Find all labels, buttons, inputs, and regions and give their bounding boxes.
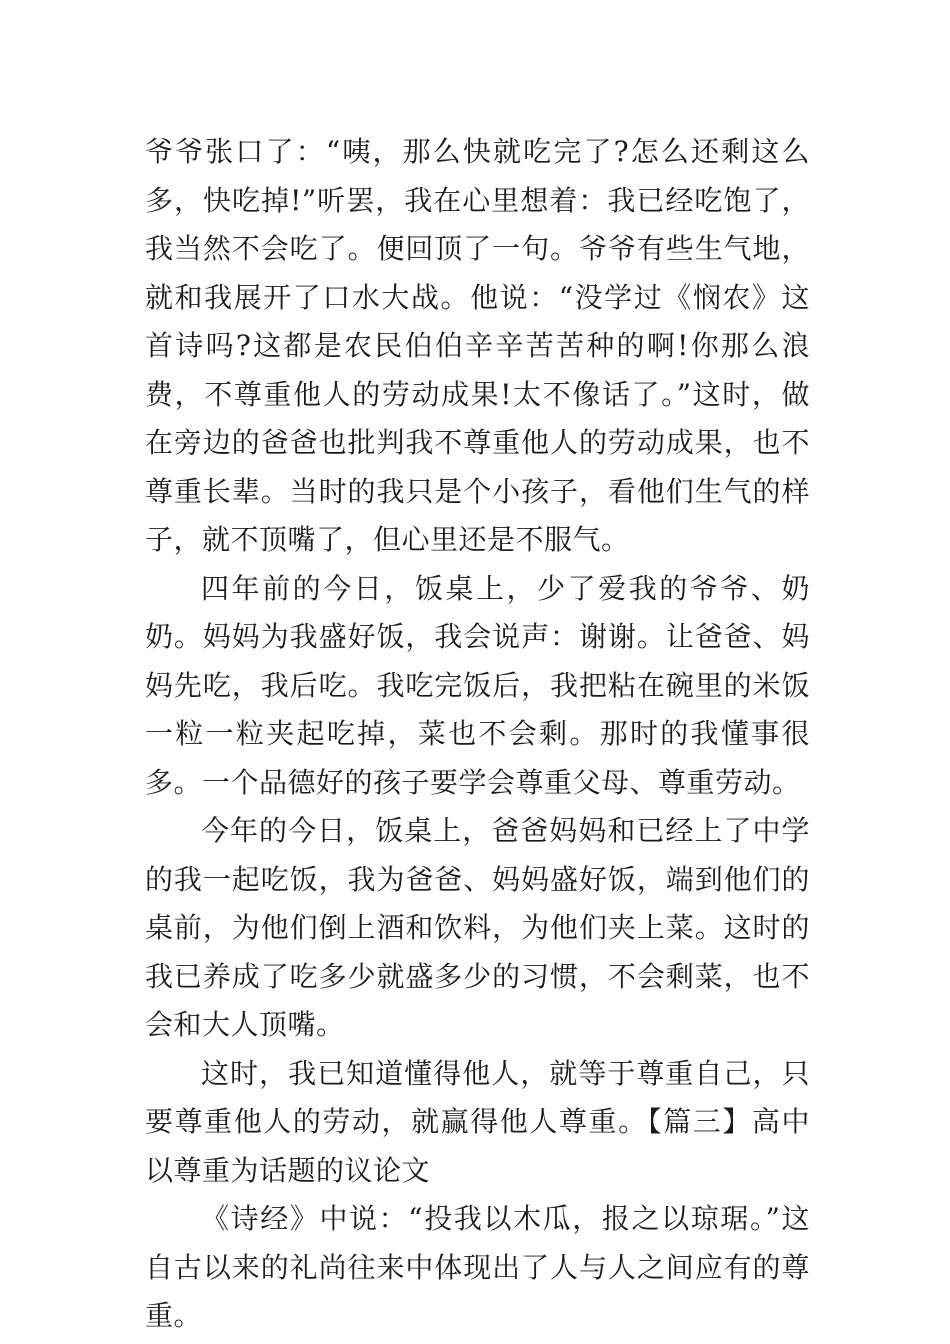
paragraph-5: 《诗经》中说：“投我以木瓜，报之以琼琚。”这自古以来的礼尚往来中体现出了人与人之间应有的尊重。	[145, 1202, 810, 1332]
paragraph-4: 这时，我已知道懂得他人，就等于尊重自己，只要尊重他人的劳动，就赢得他人尊重。【篇三】高中以尊重为话题的议论文	[145, 1056, 810, 1187]
document-body	[145, 128, 810, 1341]
paragraph-3: 今年的今日，饭桌上，爸爸妈妈和已经上了中学的我一起吃饭，我为爸爸、妈妈盛好饭，端到他们的桌前，为他们倒上酒和饮料，为他们夹上菜。这时的我已养成了吃多少就盛多少的习惯，不会剩菜，也不会和大人顶嘴。	[145, 814, 810, 1041]
paragraph-2: 四年前的今日，饭桌上，少了爱我的爷爷、奶奶。妈妈为我盛好饭，我会说声：谢谢。让爸爸、妈妈先吃，我后吃。我吃完饭后，我把粘在碗里的米饭一粒一粒夹起吃掉，菜也不会剩。那时的我懂事很多。一个品德好的孩子要学会尊重父母、尊重劳动。	[145, 571, 810, 799]
paragraph-1: 爷爷张口了：“咦，那么快就吃完了?怎么还剩这么多，快吃掉!”听罢，我在心里想着：我已经吃饱了，我当然不会吃了。便回顶了一句。爷爷有些生气地，就和我展开了口水大战。他说：“没学过《悯农》这首诗吗?这都是农民伯伯辛辛苦苦种的啊!你那么浪费，不尊重他人的劳动成果!太不像话了。”这时，做在旁边的爸爸也批判我不尊重他人的劳动成果，也不尊重长辈。当时的我只是个小孩子，看他们生气的样子，就不顶嘴了，但心里还是不服气。	[145, 135, 810, 556]
